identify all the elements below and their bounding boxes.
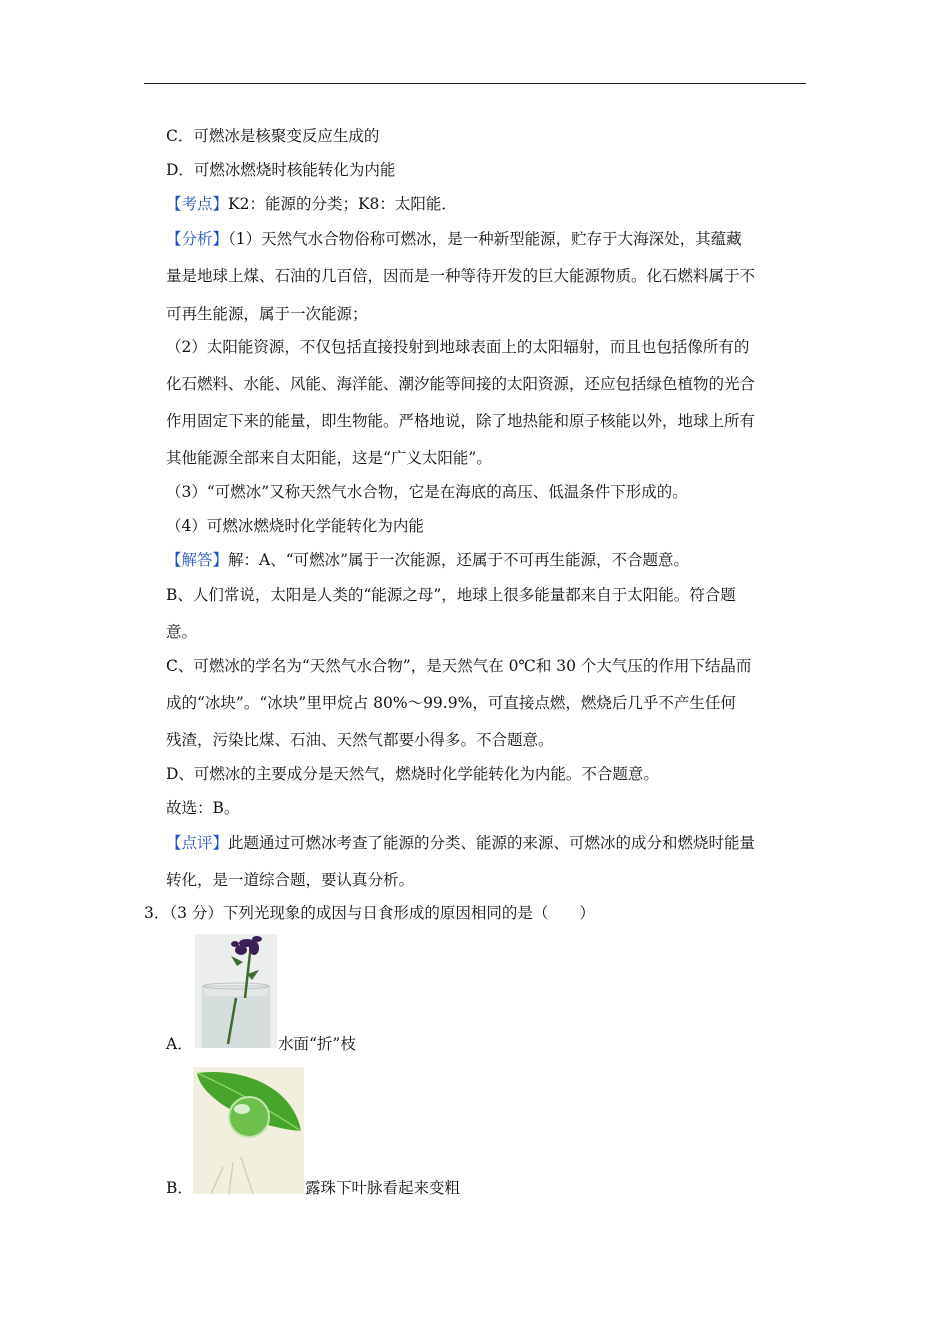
dianping-text: 此题通过可燃冰考查了能源的分类、能源的来源、可燃冰的成分和燃烧时能量 xyxy=(228,834,756,852)
option-d-prev: D．可燃冰燃烧时核能转化为内能 xyxy=(166,161,396,179)
fenxi-line: 作用固定下来的能量，即生物能。严格地说，除了地热能和原子核能以外，地球上所有 xyxy=(166,412,756,430)
fenxi-tag: 【分析】 xyxy=(166,230,229,248)
option-b-text: 露珠下叶脉看起来变粗 xyxy=(305,1179,461,1197)
kaodian-tag: 【考点】 xyxy=(166,195,229,213)
dianping-tag: 【点评】 xyxy=(166,834,229,852)
dianping-line-1 xyxy=(166,833,755,853)
fenxi-line-1 xyxy=(166,229,742,249)
option-a-label: A． xyxy=(166,1035,193,1053)
jieda-line: 故选：B。 xyxy=(166,799,240,817)
option-a-text: 水面“折”枝 xyxy=(278,1035,356,1053)
option-c-prev: C．可燃冰是核聚变反应生成的 xyxy=(166,127,380,145)
kaodian-line xyxy=(166,194,457,214)
fenxi-line: 其他能源全部来自太阳能，这是“广义太阳能”。 xyxy=(166,449,492,467)
jieda-tag: 【解答】 xyxy=(166,551,229,569)
fenxi-line: 可再生能源，属于一次能源； xyxy=(166,305,368,323)
option-b-image xyxy=(193,1067,304,1194)
fenxi-line: （2）太阳能资源，不仅包括直接投射到地球表面上的太阳辐射，而且也包括像所有的 xyxy=(166,338,750,356)
fenxi-line: 量是地球上煤、石油的几百倍，因而是一种等待开发的巨大能源物质。化石燃料属于不 xyxy=(166,267,756,285)
kaodian-text: K2：能源的分类；K8：太阳能． xyxy=(228,195,457,213)
jieda-line: 成的“冰块”。“冰块”里甲烷占 80%～99.9%，可直接点燃，燃烧后几乎不产生任何 xyxy=(166,694,736,712)
question-3-stem: 3．（3 分）下列光现象的成因与日食形成的原因相同的是（ ） xyxy=(144,904,595,922)
fenxi-text: （1）天然气水合物俗称可燃冰，是一种新型能源，贮存于大海深处，其蕴藏 xyxy=(228,230,742,248)
jieda-line: 意。 xyxy=(166,623,198,641)
option-a-image xyxy=(195,934,277,1048)
jieda-line: C、可燃冰的学名为“天然气水合物”，是天然气在 0℃和 30 个大气压的作用下结晶而 xyxy=(166,657,752,675)
jieda-text: 解：A、“可燃冰”属于一次能源，还属于不可再生能源，不合题意。 xyxy=(228,551,690,569)
header-rule xyxy=(144,83,806,84)
jieda-line: D、可燃冰的主要成分是天然气，燃烧时化学能转化为内能。不合题意。 xyxy=(166,765,659,783)
jieda-line: 残渣，污染比煤、石油、天然气都要小得多。不合题意。 xyxy=(166,731,554,749)
jieda-line: B、人们常说，太阳是人类的“能源之母”，地球上很多能量都来自于太阳能。符合题 xyxy=(166,586,736,604)
fenxi-line: 化石燃料、水能、风能、海洋能、潮汐能等间接的太阳资源，还应包括绿色植物的光合 xyxy=(166,375,756,393)
dianping-line-2: 转化，是一道综合题，要认真分析。 xyxy=(166,871,415,889)
jieda-line-1 xyxy=(166,550,689,570)
fenxi-line: （3）“可燃冰”又称天然气水合物，它是在海底的高压、低温条件下形成的。 xyxy=(166,483,688,501)
option-b-label: B． xyxy=(166,1179,193,1197)
fenxi-line: （4）可燃冰燃烧时化学能转化为内能 xyxy=(166,517,424,535)
